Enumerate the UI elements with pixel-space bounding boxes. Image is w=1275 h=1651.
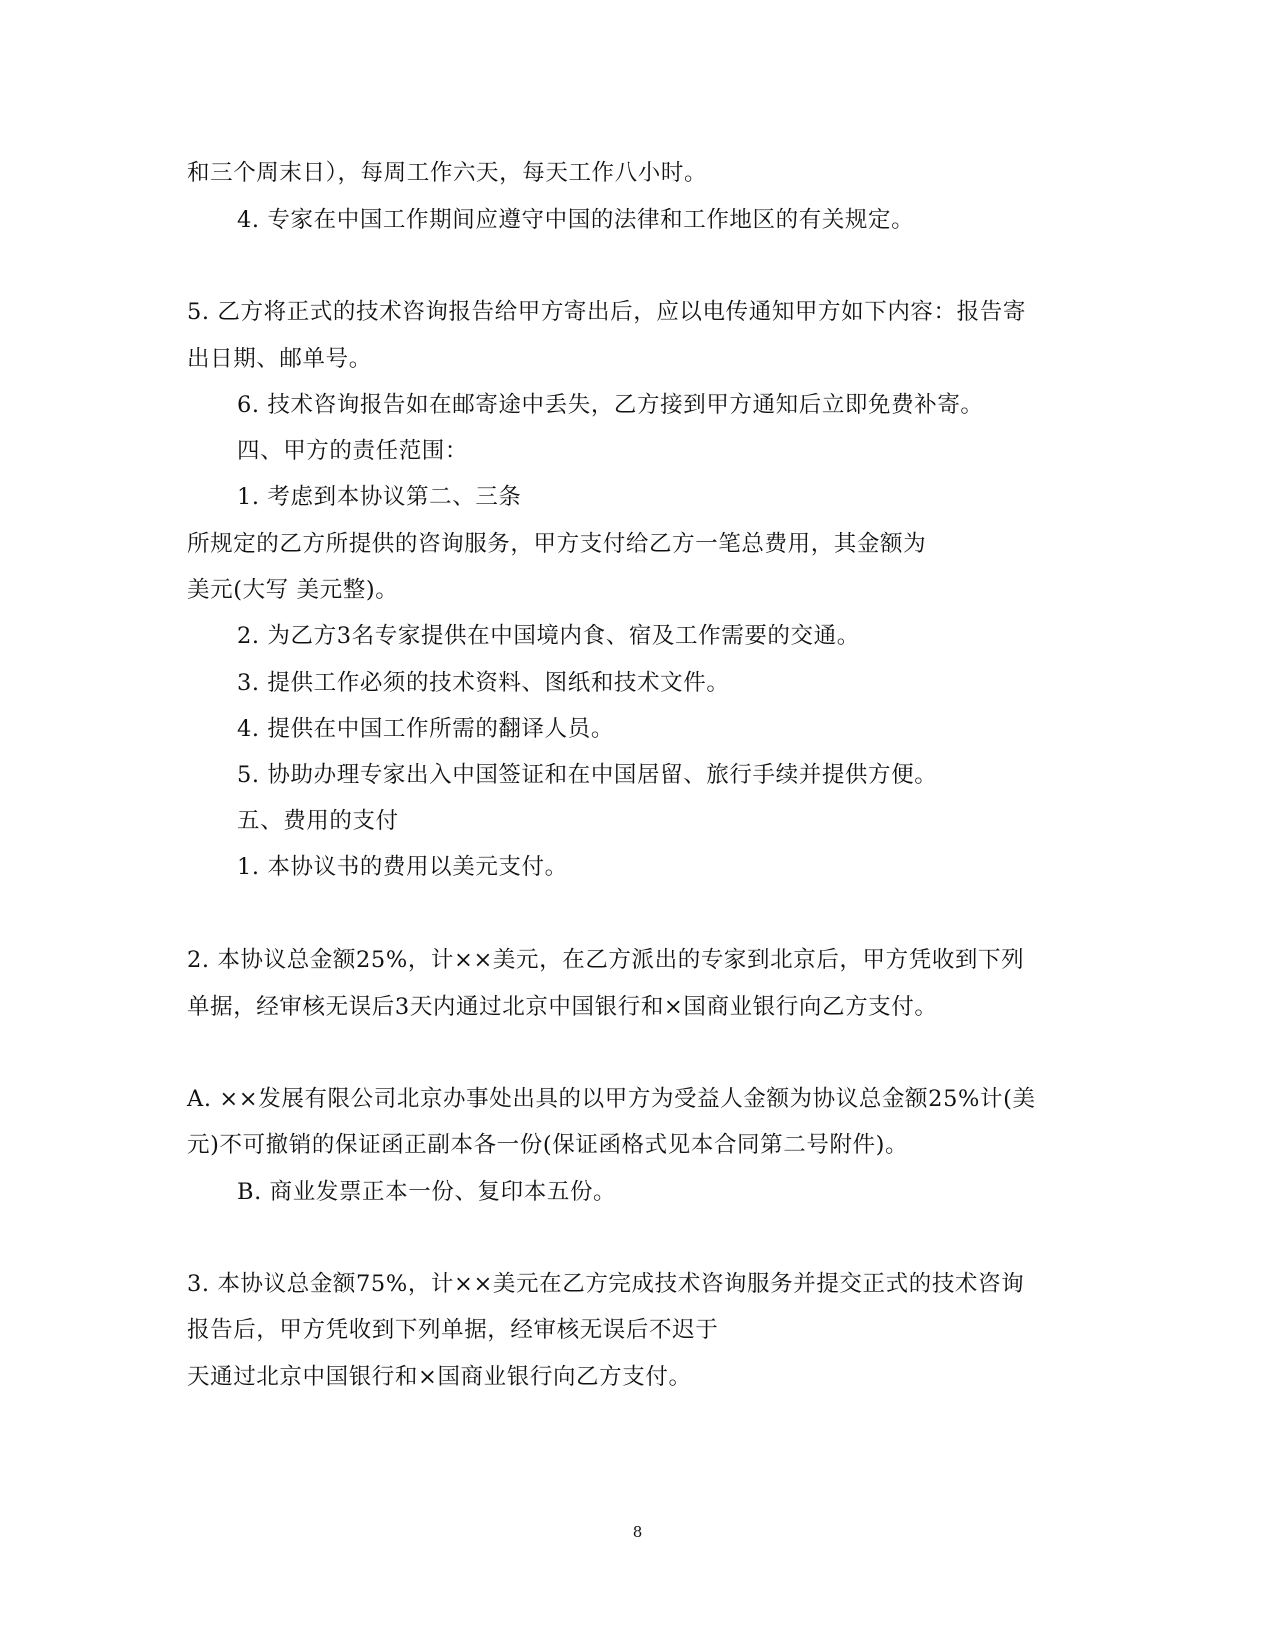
page-number: 8 — [632, 1523, 643, 1541]
text-line: A. ××发展有限公司北京办事处出具的以甲方为受益人金额为协议总金额25%计(美 — [187, 1086, 1036, 1112]
text-line: 天通过北京中国银行和×国商业银行向乙方支付。 — [187, 1364, 692, 1390]
text-line: 1. 考虑到本协议第二、三条 — [237, 484, 522, 510]
text-line: 和三个周末日），每周工作六天，每天工作八小时。 — [187, 160, 708, 186]
section-heading: 四、甲方的责任范围： — [237, 438, 469, 464]
text-line: B. 商业发票正本一份、复印本五份。 — [237, 1179, 617, 1205]
text-line: 6. 技术咨询报告如在邮寄途中丢失，乙方接到甲方通知后立即免费补寄。 — [237, 392, 984, 418]
text-line: 元)不可撤销的保证函正副本各一份(保证函格式见本合同第二号附件)。 — [187, 1132, 909, 1158]
text-line: 3. 本协议总金额75%，计××美元在乙方完成技术咨询服务并提交正式的技术咨询 — [187, 1271, 1025, 1297]
text-line: 5. 乙方将正式的技术咨询报告给甲方寄出后，应以电传通知甲方如下内容：报告寄 — [187, 299, 1026, 325]
text-line: 单据，经审核无误后3天内通过北京中国银行和×国商业银行向乙方支付。 — [187, 994, 938, 1020]
text-line: 2. 本协议总金额25%，计××美元，在乙方派出的专家到北京后，甲方凭收到下列 — [187, 947, 1025, 973]
text-line: 4. 专家在中国工作期间应遵守中国的法律和工作地区的有关规定。 — [237, 207, 915, 233]
text-line: 5. 协助办理专家出入中国签证和在中国居留、旅行手续并提供方便。 — [237, 762, 938, 788]
text-line: 4. 提供在中国工作所需的翻译人员。 — [237, 716, 614, 742]
text-line: 3. 提供工作必须的技术资料、图纸和技术文件。 — [237, 670, 730, 696]
text-line: 报告后，甲方凭收到下列单据，经审核无误后不迟于 — [187, 1317, 719, 1343]
text-line: 出日期、邮单号。 — [187, 346, 372, 372]
text-line: 2. 为乙方3名专家提供在中国境内食、宿及工作需要的交通。 — [237, 623, 860, 649]
text-line: 美元(大写 美元整)。 — [187, 577, 399, 603]
text-line: 所规定的乙方所提供的咨询服务，甲方支付给乙方一笔总费用，其金额为 — [187, 531, 927, 557]
text-line: 1. 本协议书的费用以美元支付。 — [237, 854, 568, 880]
section-heading: 五、费用的支付 — [237, 808, 399, 834]
